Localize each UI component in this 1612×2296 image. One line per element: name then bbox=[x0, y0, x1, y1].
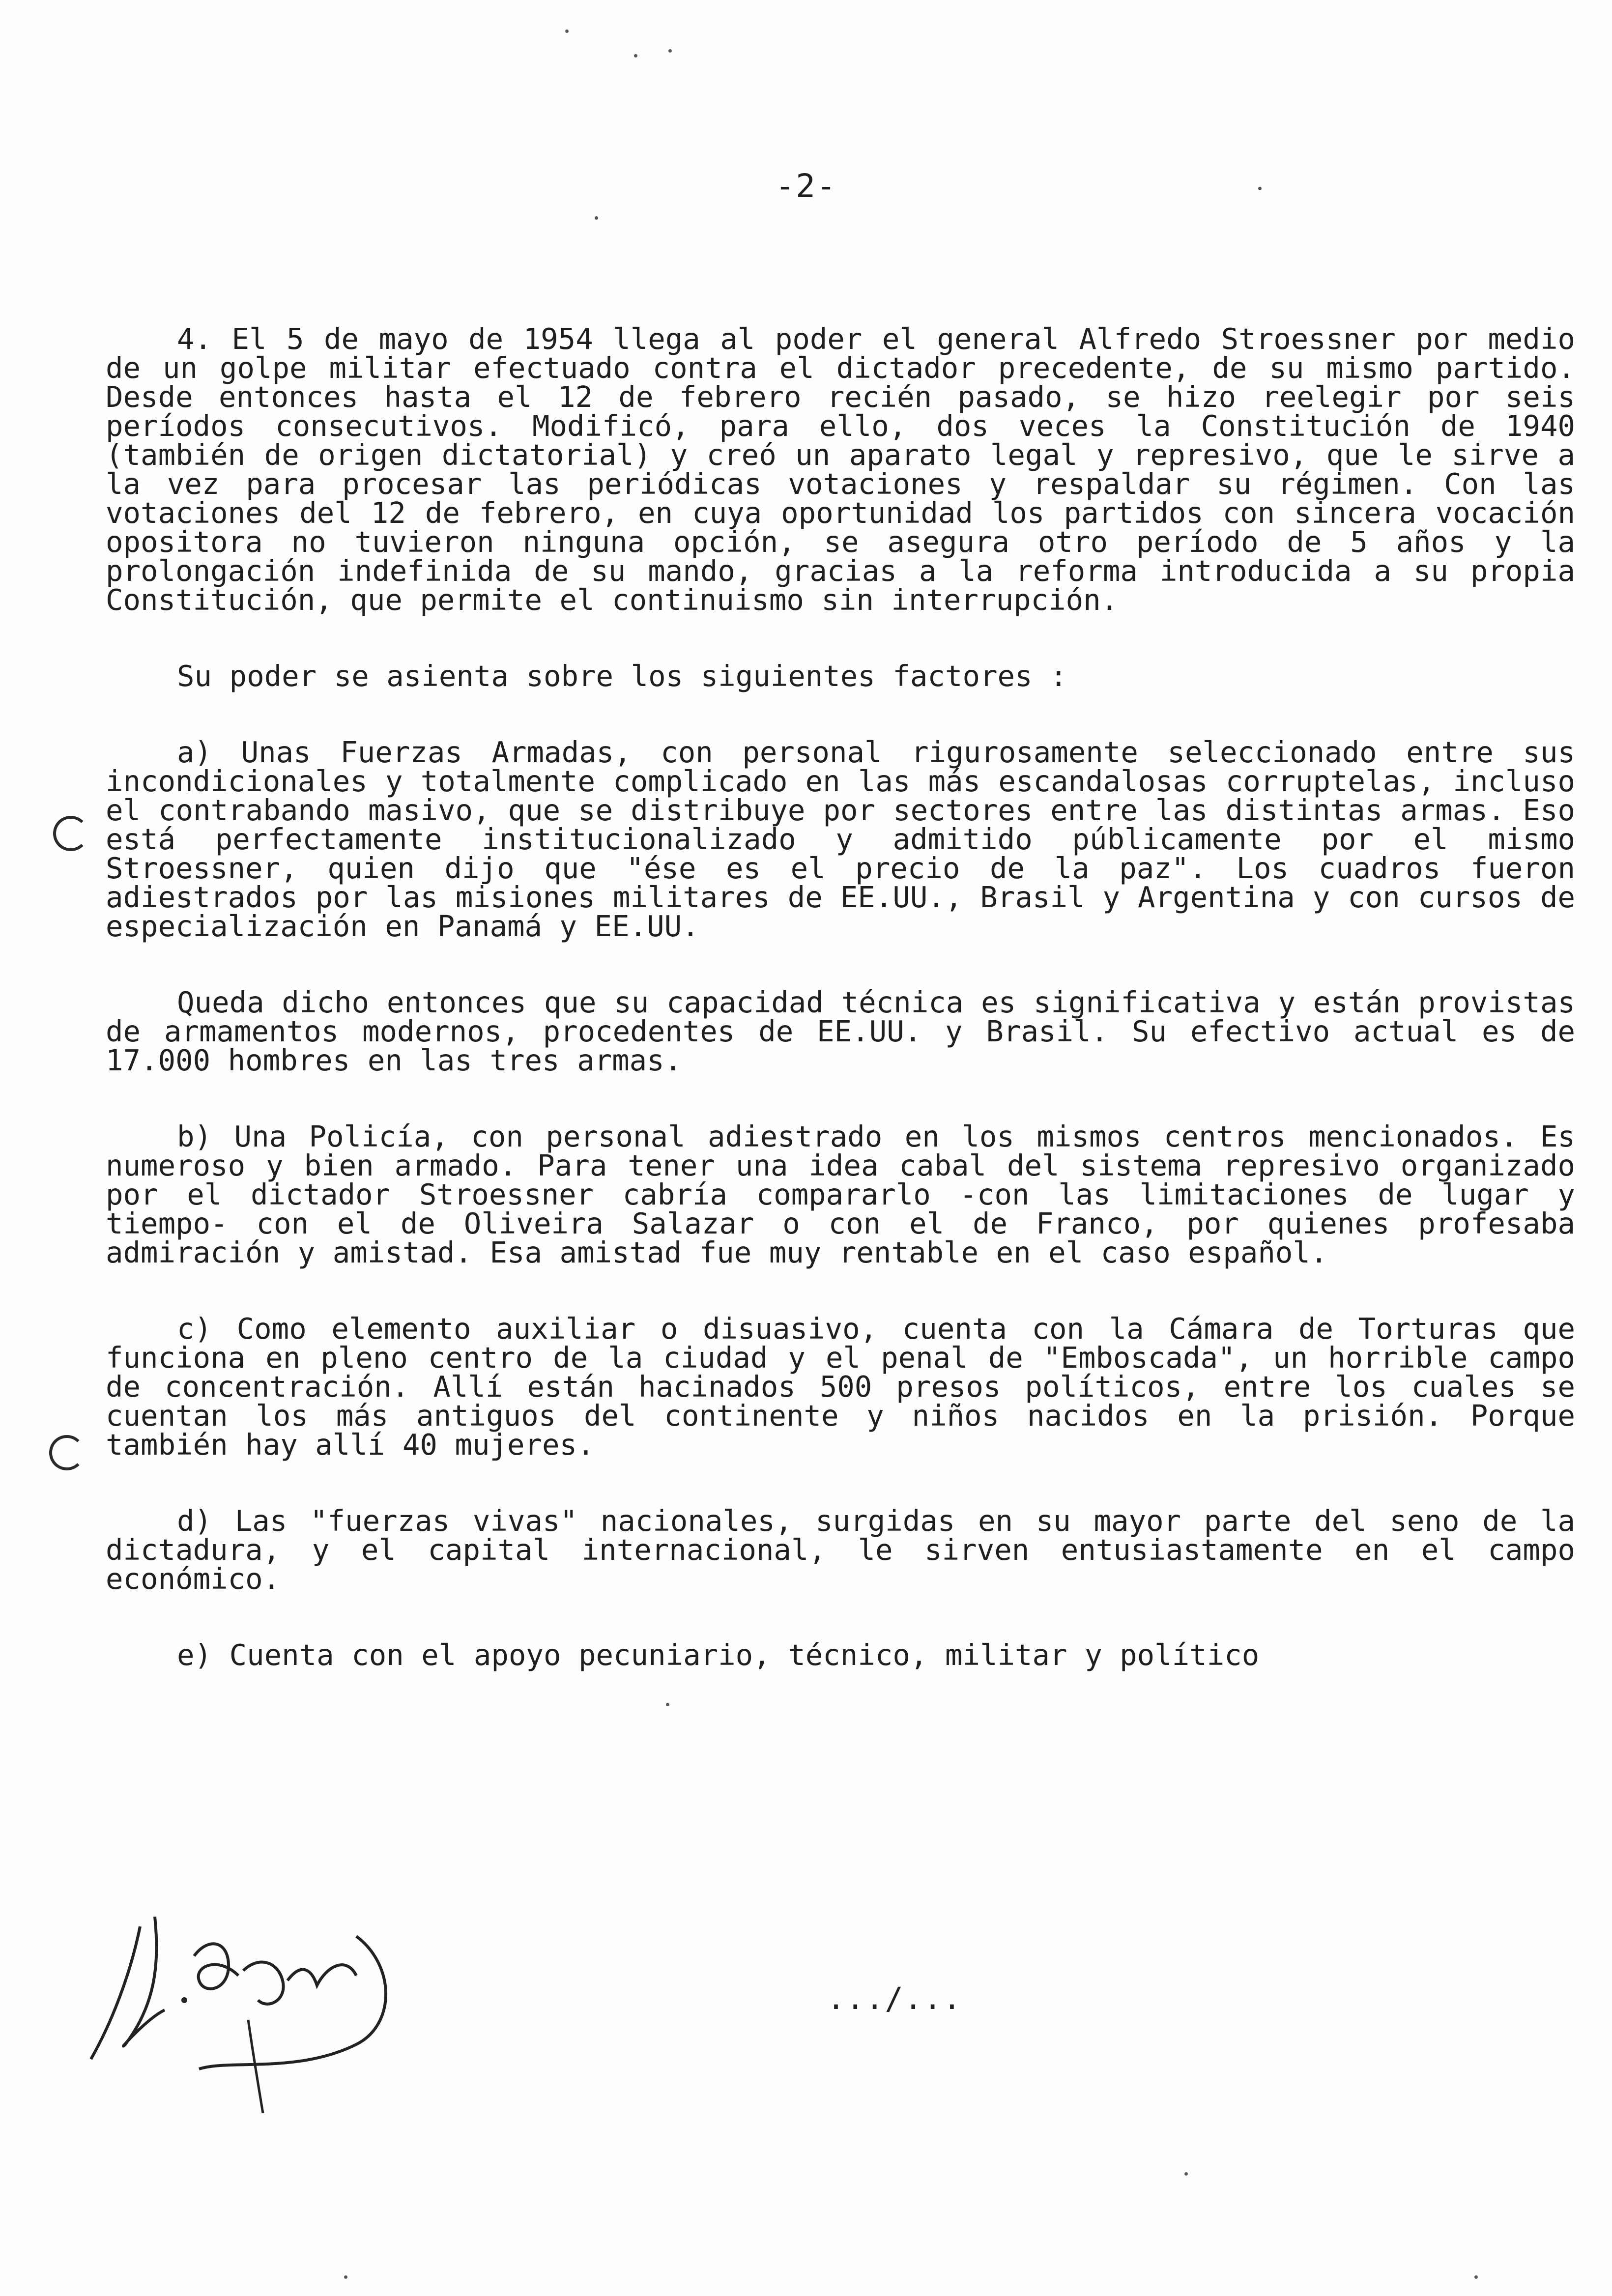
scan-speck bbox=[1258, 187, 1262, 190]
continuation-mark: .../... bbox=[827, 1980, 962, 2016]
paragraph-b bbox=[106, 1119, 1575, 1269]
paragraph-c bbox=[106, 1312, 1575, 1462]
paragraph-c-text: c) Como elemento auxiliar o disuasivo, cuenta con la Cámara de Torturas que funciona en pleno centro de la ciudad y el penal de "Emboscada", un horrible campo de concentración. Allí están hacinados 500 presos políticos, entre los cuales se cuentan los más antiguos del continente y niños nacidos en la prisión. Porque también hay allí 40 mujeres. bbox=[106, 1312, 1575, 1462]
scan-speck bbox=[1474, 2275, 1478, 2279]
page-number: -2- bbox=[775, 167, 837, 205]
document-body bbox=[106, 324, 1575, 1717]
paragraph-d-text: d) Las "fuerzas vivas" nacionales, surgidas en su mayor parte del seno de la dictadura, y el capital internacional, le sirven entusiastamente en el campo económico. bbox=[106, 1504, 1575, 1596]
paragraph-e bbox=[106, 1638, 1575, 1672]
paragraph-capacity-text: Queda dicho entonces que su capacidad técnica es significativa y están provistas de armamentos modernos, procedentes de EE.UU. y Brasil. Su efectivo actual es de 17.000 hombres en las tres armas. bbox=[106, 985, 1575, 1077]
scan-speck bbox=[634, 54, 637, 57]
paragraph-capacity bbox=[106, 985, 1575, 1077]
scan-speck bbox=[666, 1703, 669, 1706]
paragraph-a bbox=[106, 735, 1575, 943]
paragraph-a-text: a) Unas Fuerzas Armadas, con personal rigurosamente seleccionado entre sus incondicionales y totalmente complicado en las más escandalosas corruptelas, incluso el contrabando masivo, que se distribuye por sectores entre las distintas armas. Eso está perfectamente institucionalizado y admitido públicamente por el mismo Stroessner, quien dijo que "ése es el precio de la paz". Los cuadros fueron adiestrados por las misiones militares de EE.UU., Brasil y Argentina y con cursos de especialización en Panamá y EE.UU. bbox=[106, 735, 1575, 943]
scan-speck bbox=[565, 29, 569, 33]
scan-speck bbox=[595, 216, 598, 220]
handwritten-signature bbox=[81, 1897, 401, 2123]
paragraph-intro-factors-text: Su poder se asienta sobre los siguientes factores : bbox=[177, 659, 1067, 693]
scan-speck bbox=[668, 49, 672, 53]
punch-hole-bottom bbox=[49, 1435, 85, 1470]
scan-speck bbox=[344, 2275, 347, 2279]
paragraph-4 bbox=[106, 322, 1575, 617]
paragraph-e-text: e) Cuenta con el apoyo pecuniario, técnico, militar y político bbox=[177, 1638, 1260, 1672]
paragraph-b-text: b) Una Policía, con personal adiestrado en los mismos centros mencionados. Es numeroso y bien armado. Para tener una idea cabal del sistema represivo organizado por el dictador Stroessner cabría compararlo -con las limitaciones de lugar y tiempo- con el de Oliveira Salazar o con el de Franco, por quienes profesaba admiración y amistad. Esa amistad fue muy rentable en el caso español. bbox=[106, 1119, 1575, 1269]
paragraph-d bbox=[106, 1504, 1575, 1596]
punch-hole-top bbox=[53, 816, 88, 851]
scan-speck bbox=[1184, 2172, 1188, 2176]
paragraph-intro-factors bbox=[106, 659, 1575, 693]
paragraph-4-text: 4. El 5 de mayo de 1954 llega al poder el general Alfredo Stroessner por medio de un golpe militar efectuado contra el dictador precedente, de su mismo partido. Desde entonces hasta el 12 de febrero recién pasado, se hizo reelegir por seis períodos consecutivos. Modificó, para ello, dos veces la Constitución de 1940 (también de origen dictatorial) y creó un aparato legal y represivo, que le sirve a la vez para procesar las periódicas votaciones y respaldar su régimen. Con las votaciones del 12 de febrero, en cuya oportunidad los partidos con sincera vocación opositora no tuvieron ninguna opción, se asegura otro período de 5 años y la prolongación indefinida de su mando, gracias a la reforma introducida a su propia Constitución, que permite el continuismo sin interrupción. bbox=[106, 322, 1575, 617]
